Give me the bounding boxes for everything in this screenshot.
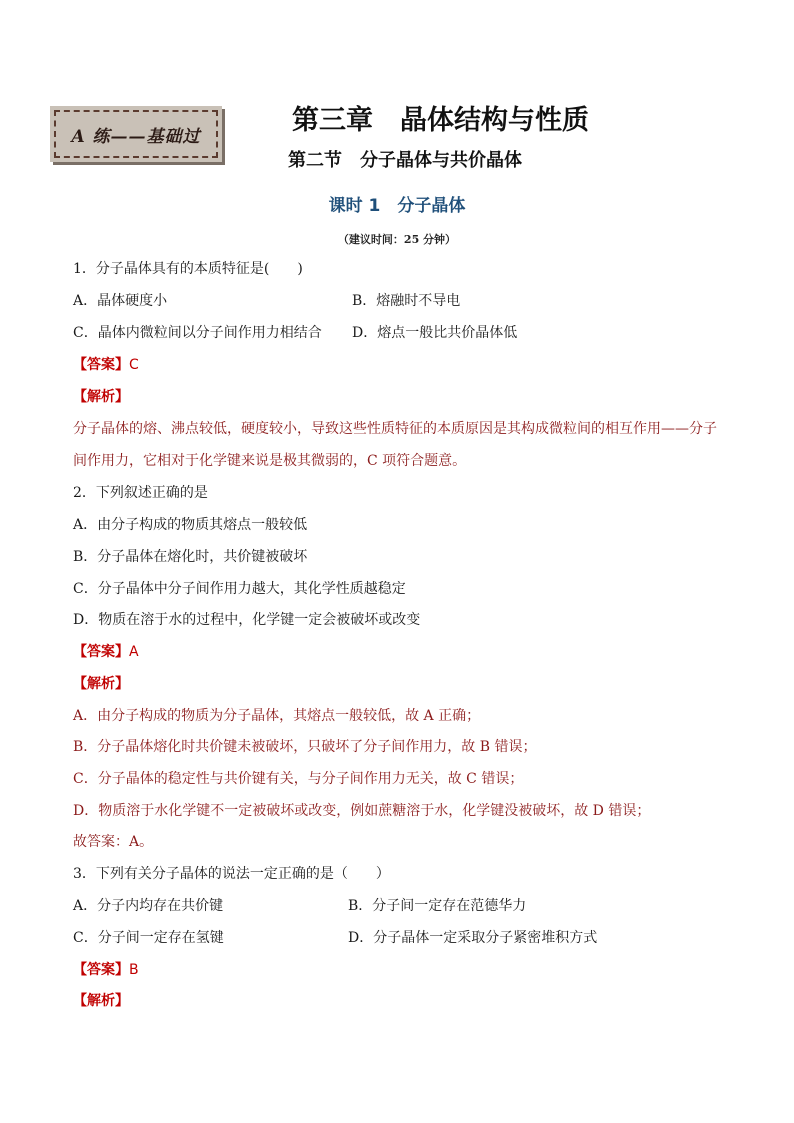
answer-bracket: 【答案】 xyxy=(73,644,129,660)
question-1-option-d: D．熔点一般比共价晶体低 xyxy=(352,325,518,341)
answer-value: B xyxy=(129,962,139,978)
question-1-analysis: 分子晶体的熔、沸点较低，硬度较小，导致这些性质特征的本质原因是其构成微粒间的相互作用——分子间作用力，它相对于化学键来说是极其微弱的，C 项符合题意。 xyxy=(73,421,717,469)
question-2-option-d: D．物质在溶于水的过程中，化学键一定会被破坏或改变 xyxy=(73,612,421,628)
question-2-analysis-d: D．物质溶于水化学键不一定被破坏或改变，例如蔗糖溶于水，化学键没被破坏，故 D 错误； xyxy=(73,803,651,819)
answer-bracket: 【答案】 xyxy=(73,962,129,978)
question-3-answer xyxy=(73,960,139,980)
question-1-analysis-label: 【解析】 xyxy=(73,389,129,405)
section-title: 第二节 分子晶体与共价晶体 xyxy=(288,150,522,171)
question-1-option-a: A．晶体硬度小 xyxy=(73,293,168,309)
question-2-conclusion: 故答案：A。 xyxy=(73,834,154,850)
question-2-option-c: C．分子晶体中分子间作用力越大，其化学性质越稳定 xyxy=(73,581,406,597)
question-2-option-a: A．由分子构成的物质其熔点一般较低 xyxy=(73,517,308,533)
question-2-analysis-c: C．分子晶体的稳定性与共价键有关，与分子间作用力无关，故 C 错误； xyxy=(73,771,524,787)
question-3-option-a: A．分子内均存在共价键 xyxy=(73,898,224,914)
question-2-analysis-b: B．分子晶体熔化时共价键未被破坏，只破坏了分子间作用力，故 B 错误； xyxy=(73,739,537,755)
question-2-analysis-a: A．由分子构成的物质为分子晶体，其熔点一般较低，故 A 正确； xyxy=(73,708,481,724)
lesson-title: 课时 1 分子晶体 xyxy=(328,196,466,216)
question-3-option-c: C．分子间一定存在氢键 xyxy=(73,930,224,946)
answer-bracket: 【答案】 xyxy=(73,357,129,373)
answer-value: C xyxy=(129,357,139,373)
section-badge xyxy=(50,106,222,162)
question-1-option-b: B．熔融时不导电 xyxy=(352,293,461,309)
chapter-title: 第三章 晶体结构与性质 xyxy=(292,105,589,136)
question-2-analysis-label: 【解析】 xyxy=(73,676,129,692)
question-3-stem: 3．下列有关分子晶体的说法一定正确的是（ ） xyxy=(73,866,390,882)
question-1-answer xyxy=(73,355,139,375)
question-3-option-b: B．分子间一定存在范德华力 xyxy=(348,898,527,914)
answer-value: A xyxy=(129,644,139,660)
question-2-stem: 2．下列叙述正确的是 xyxy=(73,485,208,501)
question-1-stem: 1．分子晶体具有的本质特征是( ) xyxy=(73,261,303,277)
question-2-answer xyxy=(73,642,139,662)
question-3-option-d: D．分子晶体一定采取分子紧密堆积方式 xyxy=(348,930,598,946)
question-3-analysis-label: 【解析】 xyxy=(73,993,129,1009)
suggested-time: （建议时间：25 分钟） xyxy=(337,233,457,246)
badge-label: A 练——基础过 xyxy=(54,110,218,158)
question-2-option-b: B．分子晶体在熔化时，共价键被破坏 xyxy=(73,549,308,565)
question-1-option-c: C．晶体内微粒间以分子间作用力相结合 xyxy=(73,325,322,341)
